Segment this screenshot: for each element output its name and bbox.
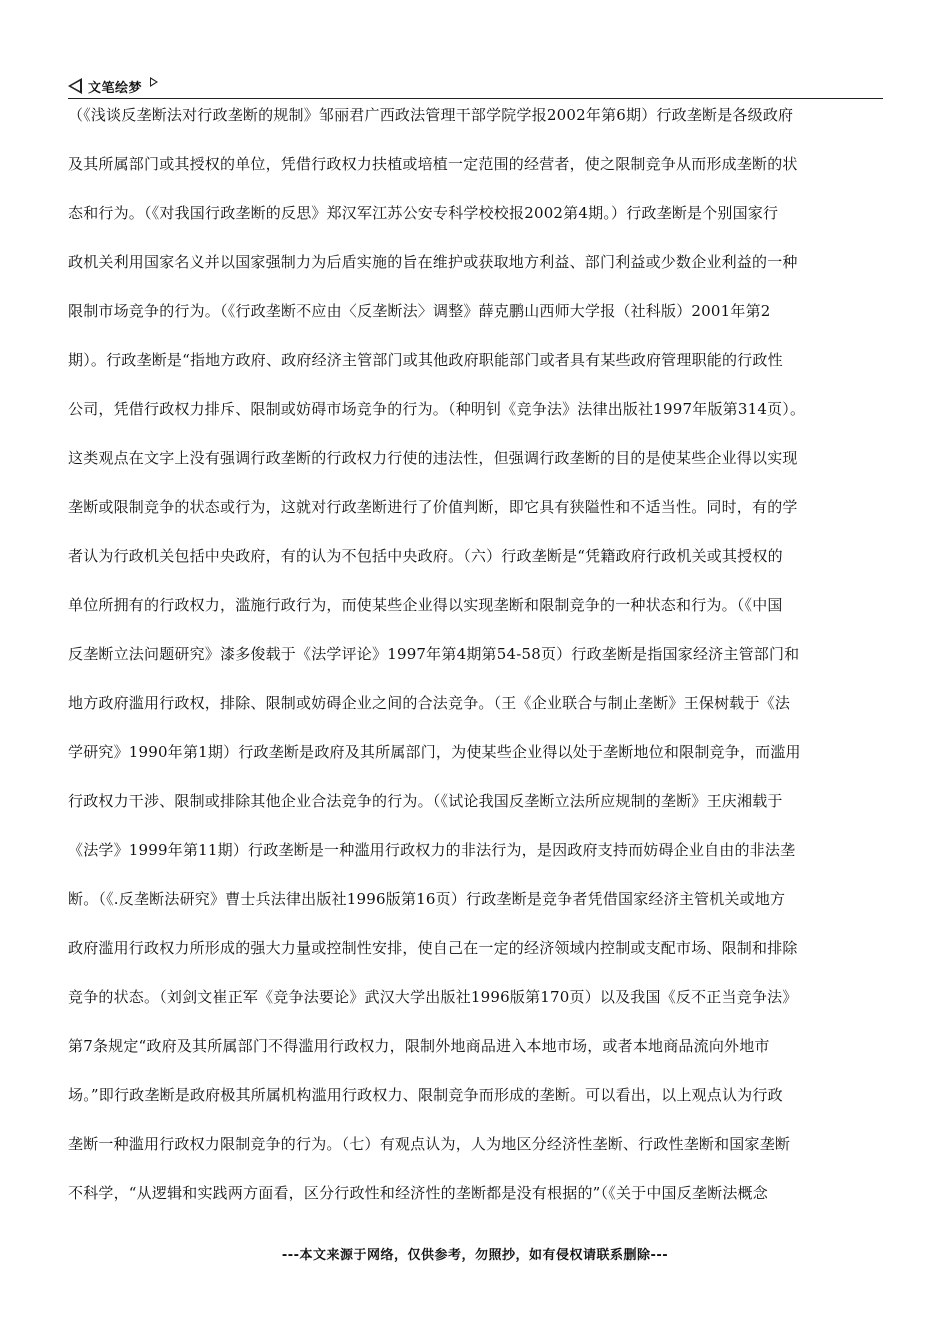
- text-line: 政机关利用国家名义并以国家强制力为后盾实施的旨在维护或获取地方利益、部门利益或少数企业利益的一种: [68, 253, 798, 271]
- text-line: 第7条规定“政府及其所属部门不得滥用行政权力，限制外地商品进入本地市场，或者本地商品流向外地市: [68, 1037, 770, 1055]
- text-line: 限制市场竞争的行为。（《行政垄断不应由〈反垄断法〉调整》薛克鹏山西师大学报（社科版）2001年第2: [68, 302, 771, 320]
- text-line: 及其所属部门或其授权的单位，凭借行政权力扶植或培植一定范围的经营者，使之限制竞争从而形成垄断的状: [68, 155, 798, 173]
- text-line: 期）。行政垄断是“指地方政府、政府经济主管部门或其他政府职能部门或者具有某些政府管理职能的行政性: [68, 351, 783, 369]
- text-line: 竞争的状态。（刘剑文崔正军《竞争法要论》武汉大学出版社1996版第170页）以及我国《反不正当竞争法》: [68, 988, 798, 1006]
- page-header: [68, 72, 883, 99]
- text-line: 不科学，“从逻辑和实践两方面看，区分行政性和经济性的垄断都是没有根据的”（《关于中国反垄断法概念: [68, 1184, 768, 1202]
- text-line: 垄断或限制竞争的状态或行为，这就对行政垄断进行了价值判断，即它具有狭隘性和不适当性。同时，有的学: [68, 498, 798, 516]
- text-line: 单位所拥有的行政权力，滥施行政行为，而使某些企业得以实现垄断和限制竞争的一种状态和行为。（《中国: [68, 596, 783, 614]
- brand-text: 文笔绘梦: [88, 80, 143, 96]
- triangle-right-icon: [150, 77, 158, 87]
- text-line: 垄断一种滥用行政权力限制竞争的行为。（七）有观点认为，人为地区分经济性垄断、行政性垄断和国家垄断: [68, 1135, 791, 1153]
- text-line: 政府滥用行政权力所形成的强大力量或控制性安排，使自己在一定的经济领域内控制或支配市场、限制和排除: [68, 939, 798, 957]
- brand: [68, 76, 158, 96]
- text-line: 反垄断立法问题研究》漆多俊载于《法学评论》1997年第4期第54-58页）行政垄断是指国家经济主管部门和: [68, 645, 800, 663]
- document-body: [68, 100, 883, 1227]
- text-line: （《浅谈反垄断法对行政垄断的规制》邹丽君广西政法管理干部学院学报2002年第6期）行政垄断是各级政府: [68, 106, 794, 124]
- text-line: 学研究》1990年第1期）行政垄断是政府及其所属部门，为使某些企业得以处于垄断地位和限制竞争，而滥用: [68, 743, 801, 761]
- triangle-left-icon: [68, 78, 82, 94]
- text-line: 者认为行政机关包括中央政府，有的认为不包括中央政府。（六）行政垄断是“凭籍政府行政机关或其授权的: [68, 547, 783, 565]
- text-line: 态和行为。（《对我国行政垄断的反思》郑汉军江苏公安专科学校校报2002第4期。）行政垄断是个别国家行: [68, 204, 779, 222]
- text-line: 《法学》1999年第11期）行政垄断是一种滥用行政权力的非法行为，是因政府支持而妨碍企业自由的非法垄: [68, 841, 796, 859]
- text-line: 场。”即行政垄断是政府极其所属机构滥用行政权力、限制竞争而形成的垄断。可以看出，以上观点认为行政: [68, 1086, 783, 1104]
- text-line: 公司，凭借行政权力排斥、限制或妨碍市场竞争的行为。（种明钊《竞争法》法律出版社1997年版第314页）。: [68, 400, 806, 418]
- text-line: 断。（《.反垄断法研究》曹士兵法律出版社1996版第16页）行政垄断是竞争者凭借国家经济主管机关或地方: [68, 890, 786, 908]
- text-line: 行政权力干涉、限制或排除其他企业合法竞争的行为。（《试论我国反垄断立法所应规制的垄断》王庆湘载于: [68, 792, 783, 810]
- text-line: 地方政府滥用行政权，排除、限制或妨碍企业之间的合法竞争。（王《企业联合与制止垄断》王保树载于《法: [68, 694, 791, 712]
- text-line: 这类观点在文字上没有强调行政垄断的行政权力行使的违法性，但强调行政垄断的目的是使某些企业得以实现: [68, 449, 798, 467]
- footer-disclaimer: ---本文来源于网络，仅供参考，勿照抄，如有侵权请联系删除---: [281, 1248, 669, 1263]
